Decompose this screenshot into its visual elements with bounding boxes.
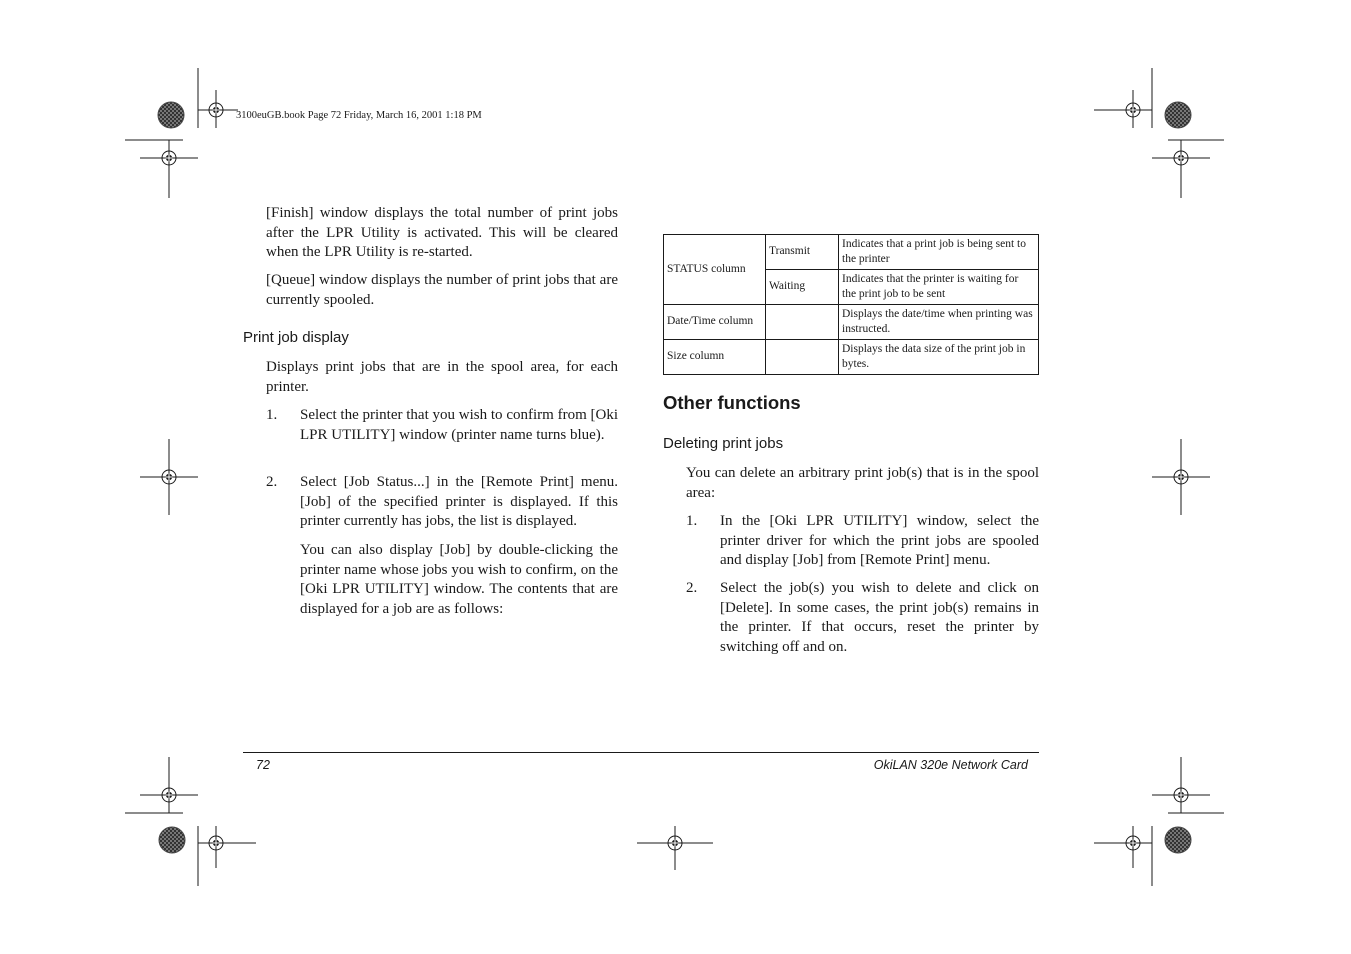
other-functions-heading: Other functions [663,392,801,413]
footer-rule [243,752,1039,753]
crop-mark-bottom-center [637,826,713,870]
queue-paragraph: [Queue] window displays the number of print jobs that are currently spooled. [266,272,618,308]
table-cell-size-label: Size column [664,340,766,375]
table-cell-datetime-label: Date/Time column [664,305,766,340]
deleting-intro-paragraph: You can delete an arbitrary print job(s) that is in the spool area: [686,465,1039,501]
sunburst-icon [158,102,184,128]
crop-mark-bottom-left [125,757,256,886]
table-cell-status-label: STATUS column [664,235,766,305]
job-contents-table [663,234,1039,375]
table-cell-empty [766,340,839,375]
crop-mark-top-right [1094,68,1224,198]
table-cell-empty [766,305,839,340]
sunburst-icon [1165,102,1191,128]
step-text: Select [Job Status...] in the [Remote Print] menu. [Job] of the specified printer is displayed. If this printer currently has jobs, the list is displayed. [300,474,618,529]
table-cell-transmit-desc: Indicates that a print job is being sent to the printer [839,235,1039,270]
product-name: OkiLAN 320e Network Card [873,758,1028,772]
sunburst-icon [159,827,185,853]
table-cell-size-desc: Displays the data size of the print job in bytes. [839,340,1039,375]
table-cell-waiting-desc: Indicates that the printer is waiting for the print job to be sent [839,270,1039,305]
crop-mark-bottom-right [1094,757,1224,886]
crop-mark-mid-right [1152,439,1210,515]
sunburst-icon [1165,827,1191,853]
step-text: Select the job(s) you wish to delete and click on [Delete]. In some cases, the print job(s) remains in the printer. If that occurs, reset the printer by switching off and on. [720,580,1039,655]
step-text: In the [Oki LPR UTILITY] window, select the printer driver for which the print jobs are spooled and display [Job] from [Remote Print] menu. [720,513,1039,568]
table-cell-waiting-label: Waiting [766,270,839,305]
step-2-extra-paragraph: You can also display [Job] by double-clicking the printer name whose jobs you wish to confirm, on the [Oki LPR UTILITY] window. The contents that are displayed for a job are as follows: [300,542,618,617]
print-job-display-subheading: Print job display [243,329,349,346]
page-number: 72 [256,758,270,772]
table-cell-datetime-desc: Displays the date/time when printing was instructed. [839,305,1039,340]
table-cell-transmit-label: Transmit [766,235,839,270]
step-number: 1. [686,513,698,529]
deleting-print-jobs-subheading: Deleting print jobs [663,435,784,452]
crop-mark-top-left [125,68,238,198]
crop-mark-mid-left [140,439,198,515]
print-job-intro-paragraph: Displays print jobs that are in the spool area, for each printer. [266,359,618,395]
step-text: Select the printer that you wish to confirm from [Oki LPR UTILITY] window (printer name turns blue). [300,407,618,443]
step-number: 1. [266,407,278,423]
page-slug: 3100euGB.book Page 72 Friday, March 16, 2001 1:18 PM [236,110,482,121]
step-number: 2. [686,580,698,596]
step-number: 2. [266,474,278,490]
finish-paragraph: [Finish] window displays the total number of print jobs after the LPR Utility is activated. This will be cleared when the LPR Utility is re-started. [266,205,618,260]
